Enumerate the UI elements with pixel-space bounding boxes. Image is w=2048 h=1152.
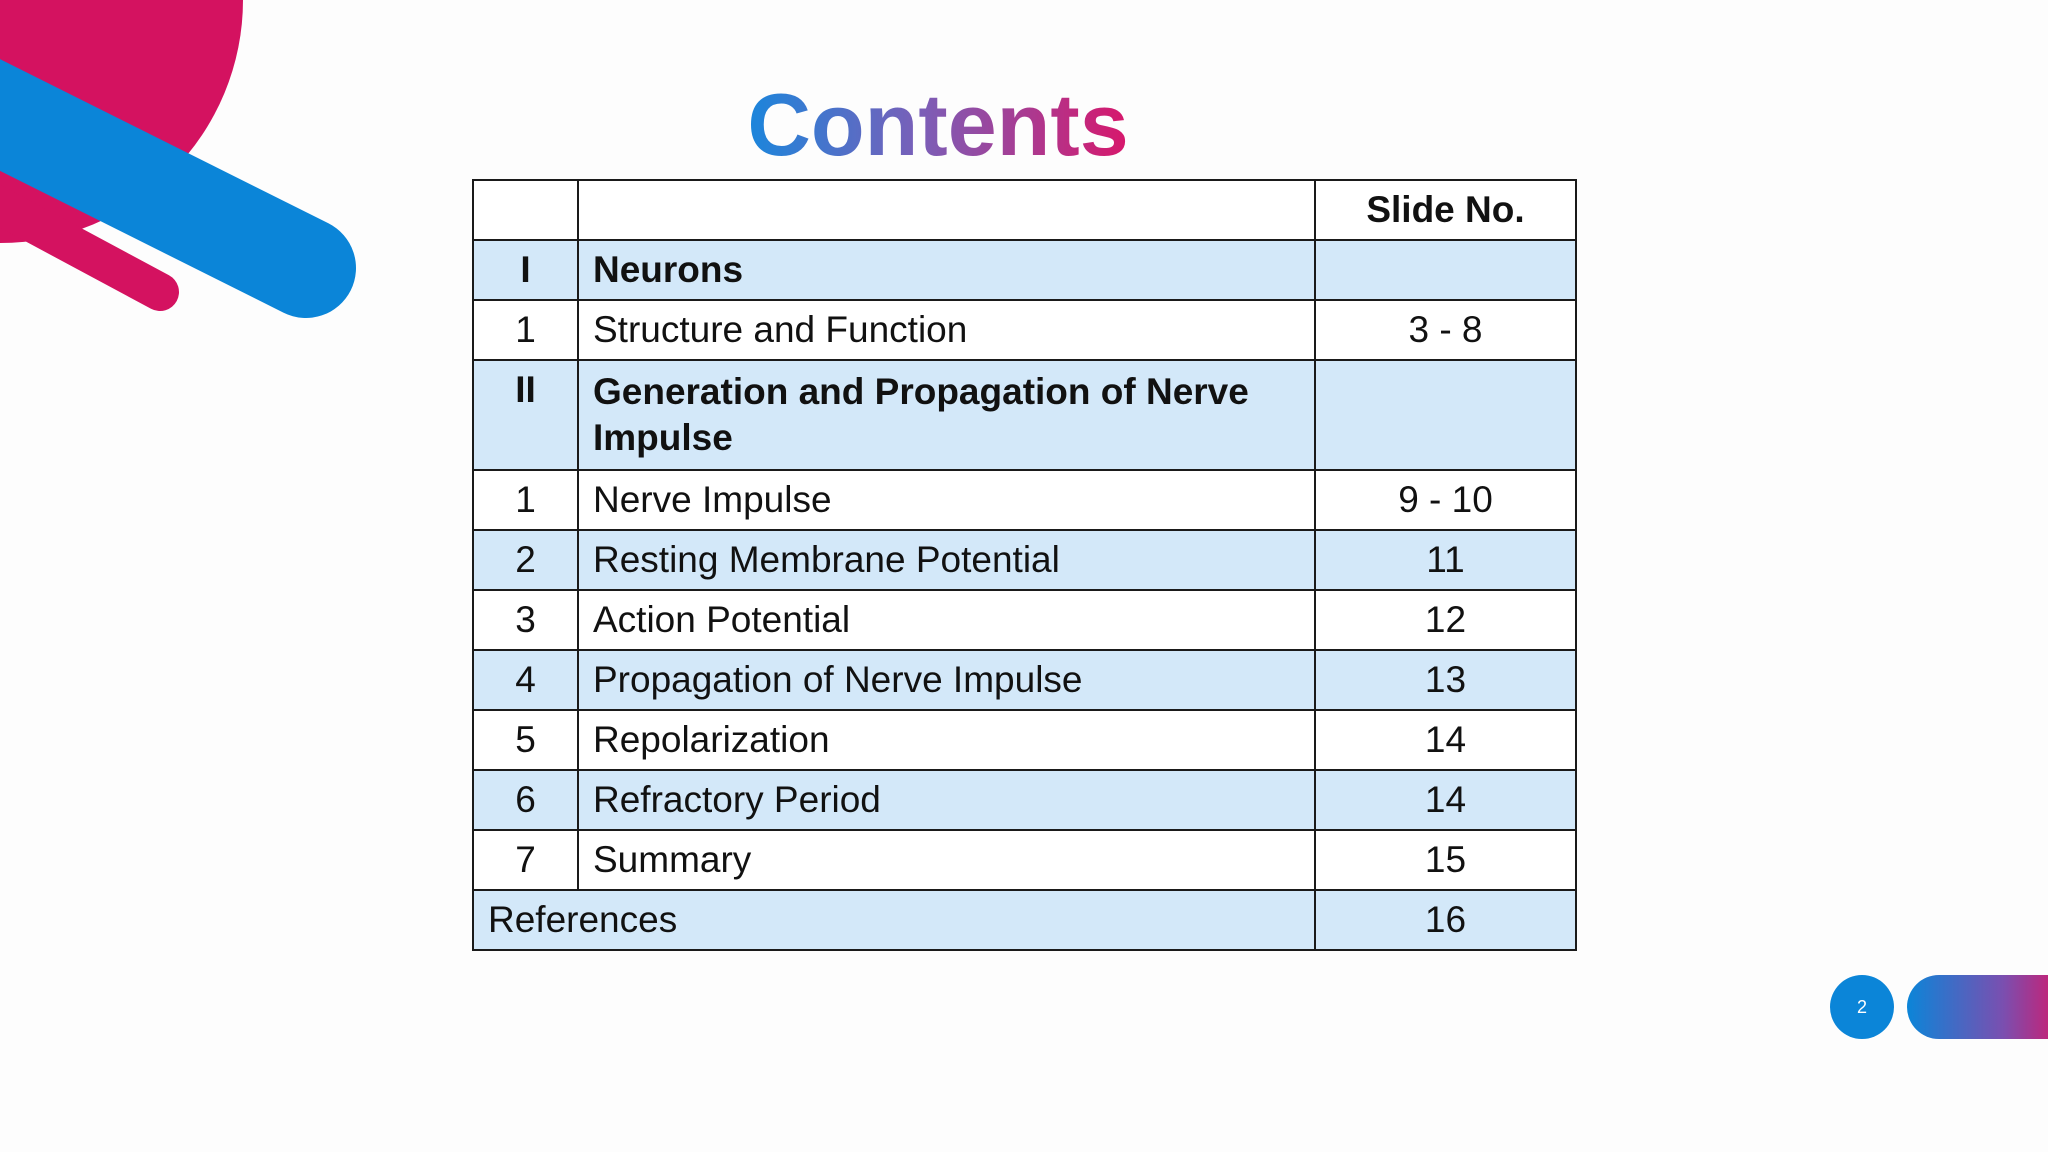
row-num-cell: I [473,240,578,300]
header-slide-no-cell: Slide No. [1315,180,1576,240]
table-row [473,240,1576,300]
row-slides-cell: 12 [1315,590,1576,650]
row-topic-cell: Repolarization [578,710,1315,770]
references-row [473,890,1576,950]
row-num-cell: 2 [473,530,578,590]
row-slides-cell: 14 [1315,770,1576,830]
references-label-cell: References [473,890,1315,950]
header-num-cell [473,180,578,240]
row-slides-cell: 15 [1315,830,1576,890]
table-row [473,770,1576,830]
page-title-text: Contents [747,75,1129,174]
table-row [473,830,1576,890]
header-topic-cell [578,180,1315,240]
table-row [473,470,1576,530]
references-slides-cell: 16 [1315,890,1576,950]
row-num-cell: 1 [473,470,578,530]
row-slides-cell: 11 [1315,530,1576,590]
table-row [473,590,1576,650]
table-row [473,650,1576,710]
page-number-badge: 2 [1830,975,1894,1039]
row-slides-cell [1315,240,1576,300]
gradient-corner-bar [1907,975,2048,1039]
table-row [473,300,1576,360]
page-title [0,70,1876,180]
row-topic-cell: Refractory Period [578,770,1315,830]
row-topic-cell: Propagation of Nerve Impulse [578,650,1315,710]
row-topic-cell: Action Potential [578,590,1315,650]
row-num-cell: II [473,360,578,470]
row-topic-cell: Neurons [578,240,1315,300]
row-topic-cell: Summary [578,830,1315,890]
row-num-cell: 4 [473,650,578,710]
contents-table [472,179,1577,951]
table-header-row [473,180,1576,240]
row-num-cell: 7 [473,830,578,890]
row-num-cell: 5 [473,710,578,770]
row-topic-cell: Resting Membrane Potential [578,530,1315,590]
row-num-cell: 1 [473,300,578,360]
row-slides-cell: 3 - 8 [1315,300,1576,360]
row-topic-cell: Structure and Function [578,300,1315,360]
row-slides-cell: 9 - 10 [1315,470,1576,530]
row-slides-cell [1315,360,1576,470]
row-num-cell: 3 [473,590,578,650]
row-slides-cell: 13 [1315,650,1576,710]
table-row [473,530,1576,590]
row-topic-cell: Generation and Propagation of Nerve Impulse [578,360,1315,470]
table-row [473,360,1576,470]
row-slides-cell: 14 [1315,710,1576,770]
row-topic-cell: Nerve Impulse [578,470,1315,530]
row-num-cell: 6 [473,770,578,830]
table-row [473,710,1576,770]
